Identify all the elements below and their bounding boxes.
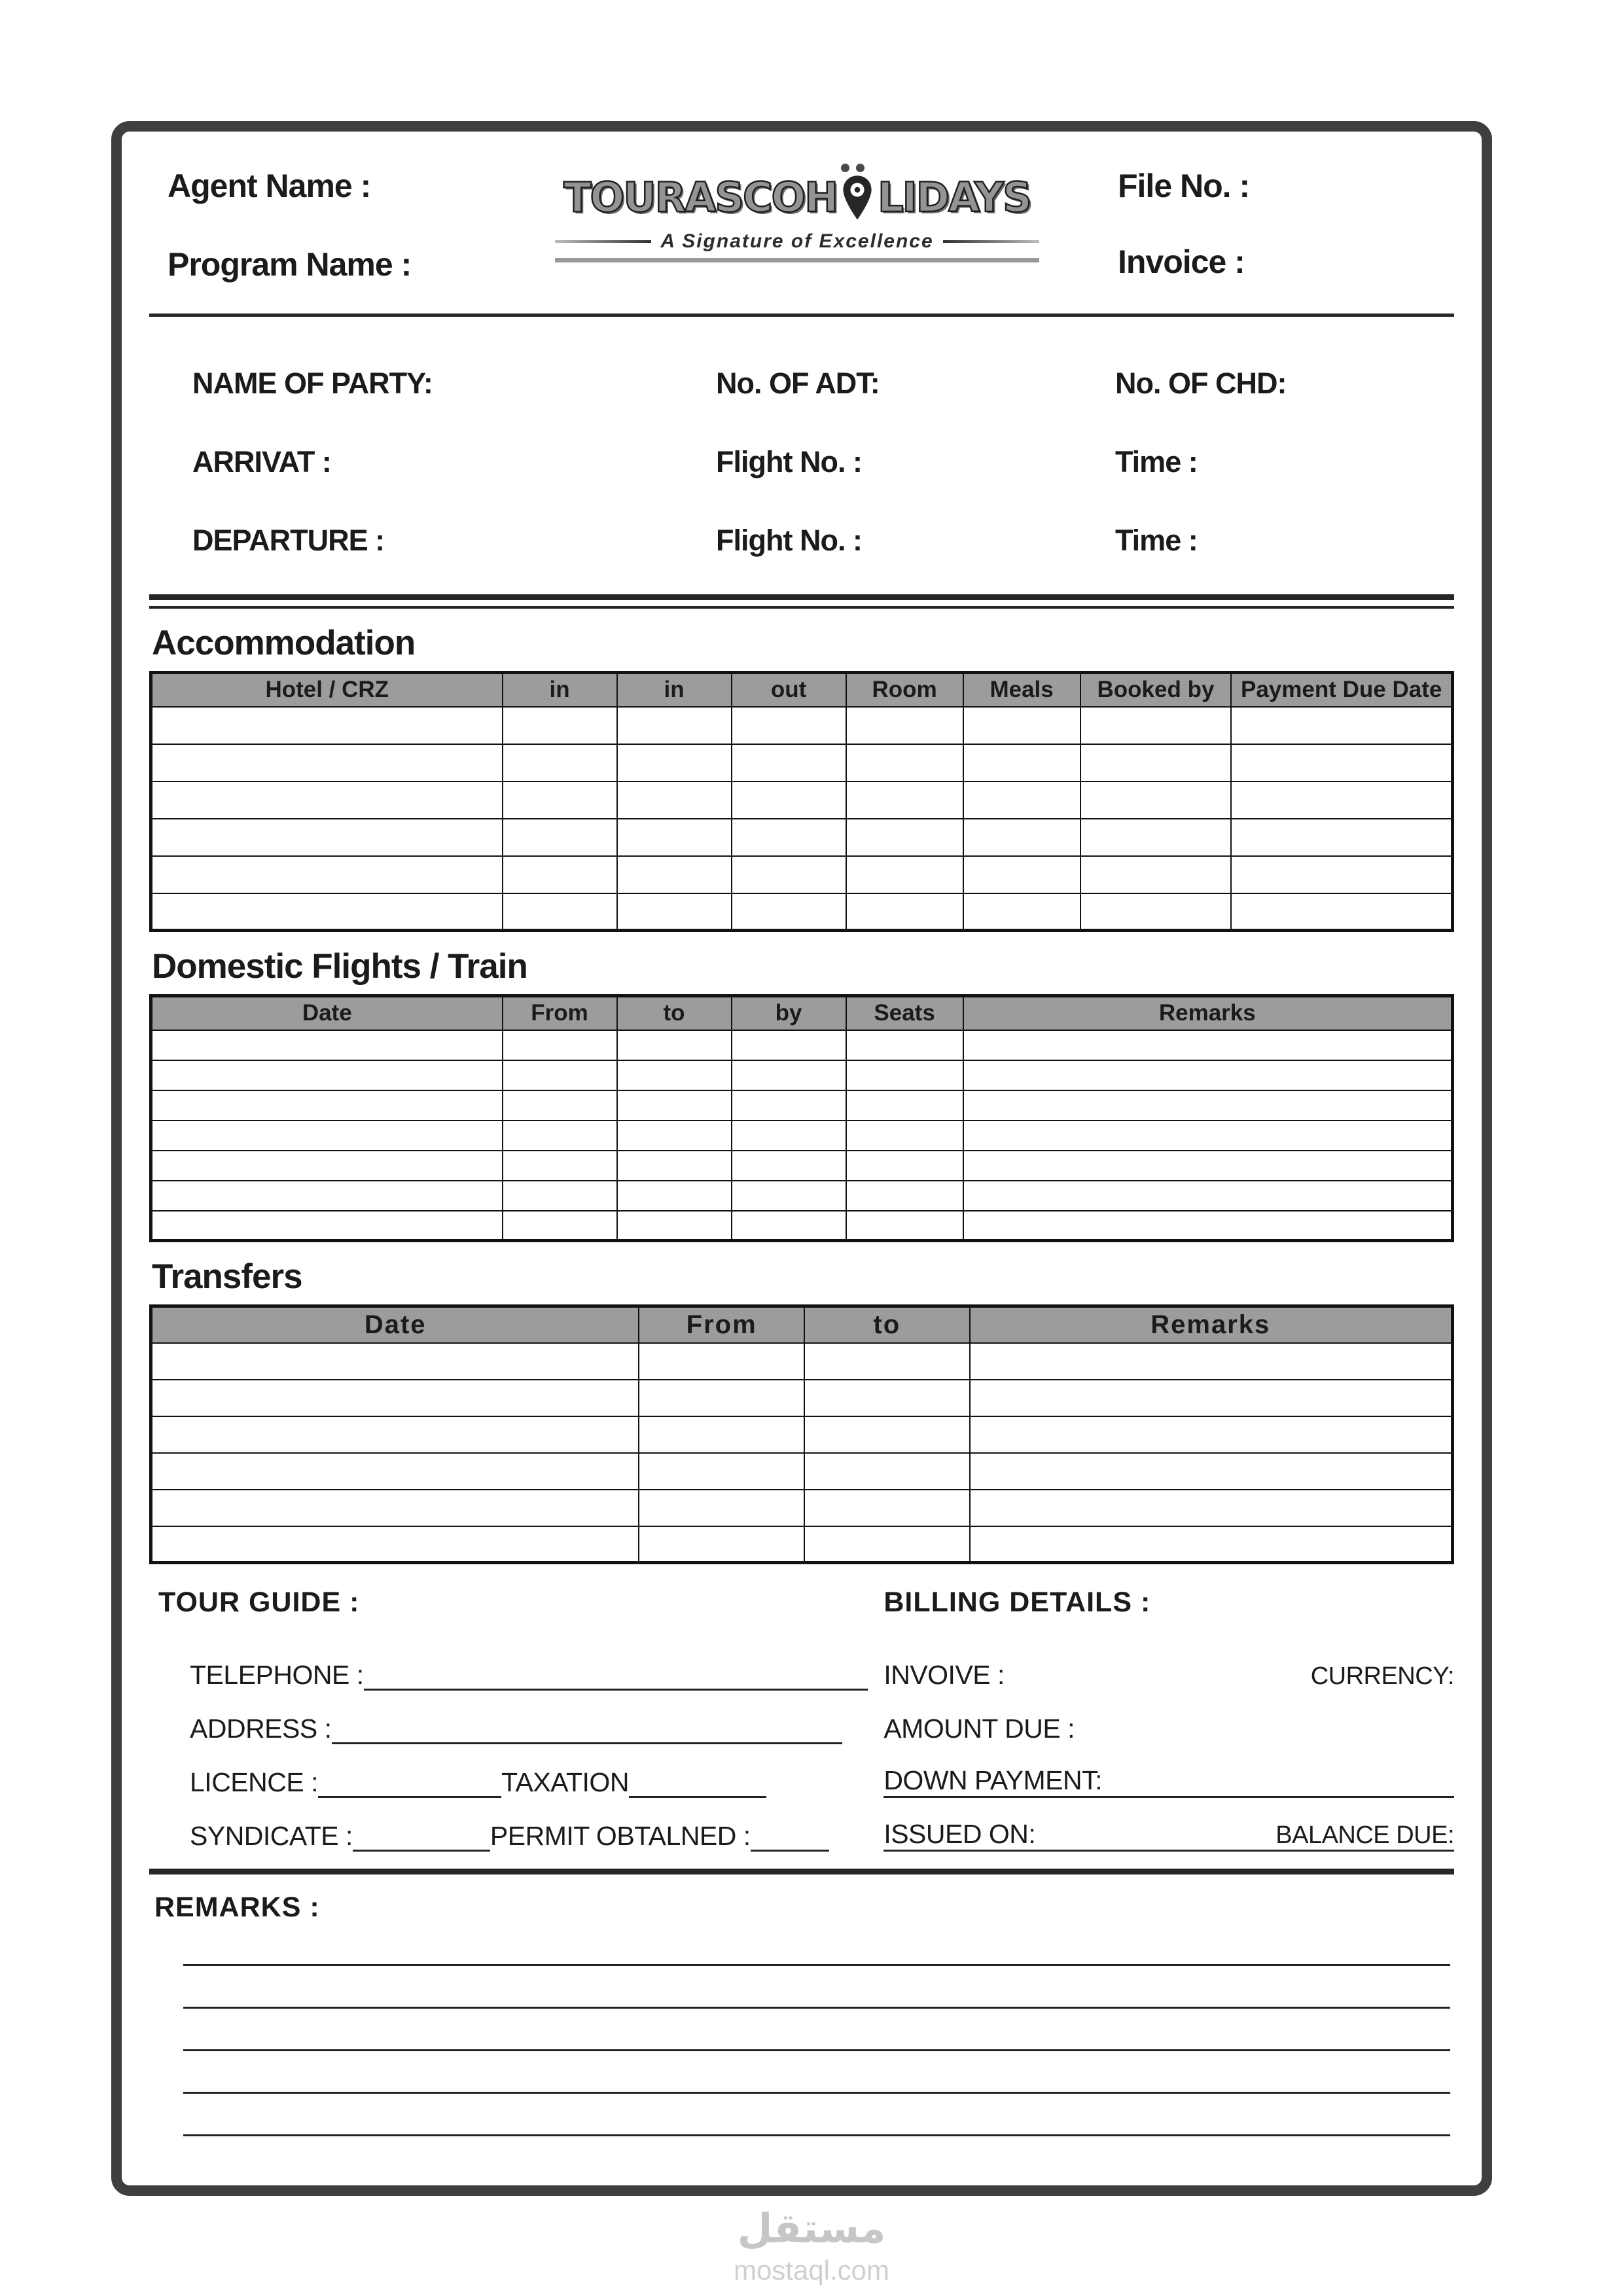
empty-cell — [963, 1181, 1453, 1211]
logo-tagline: A Signature of Excellence — [660, 230, 934, 252]
empty-cell — [970, 1453, 1453, 1490]
col-out: out — [732, 673, 846, 707]
col-to: to — [804, 1306, 970, 1343]
empty-cell — [1080, 893, 1232, 931]
balance-due-label: BALANCE DUE: — [1275, 1821, 1454, 1849]
col-meals: Meals — [963, 673, 1080, 707]
telephone-field-line — [364, 1664, 868, 1691]
empty-cell — [732, 1030, 846, 1060]
no-of-chd-label: No. OF CHD: — [1115, 367, 1287, 400]
table-row — [151, 1453, 1453, 1490]
empty-cell — [804, 1453, 970, 1490]
empty-cell — [639, 1416, 804, 1453]
empty-cell — [151, 781, 503, 819]
empty-cell — [1080, 781, 1232, 819]
header-left — [149, 156, 555, 283]
header-right — [1039, 156, 1454, 281]
empty-cell — [1080, 707, 1232, 744]
empty-cell — [963, 707, 1080, 744]
issued-on-row — [883, 1798, 1454, 1852]
empty-cell — [151, 1121, 503, 1151]
empty-cell — [503, 1030, 617, 1060]
empty-cell — [804, 1380, 970, 1416]
empty-cell — [151, 1181, 503, 1211]
empty-cell — [151, 1453, 639, 1490]
empty-cell — [151, 1416, 639, 1453]
empty-cell — [639, 1343, 804, 1380]
empty-cell — [846, 1030, 963, 1060]
empty-cell — [1080, 744, 1232, 781]
remark-line — [183, 2007, 1450, 2009]
domestic-table — [149, 994, 1454, 1242]
empty-cell — [846, 1121, 963, 1151]
empty-cell — [503, 819, 617, 856]
empty-cell — [617, 1030, 732, 1060]
telephone-label: TELEPHONE : — [190, 1660, 364, 1690]
empty-cell — [732, 856, 846, 893]
empty-cell — [1231, 707, 1452, 744]
down-payment-row — [883, 1744, 1454, 1798]
empty-cell — [151, 1380, 639, 1416]
syndicate-row — [158, 1798, 868, 1852]
table-row — [151, 1181, 1453, 1211]
empty-cell — [1231, 893, 1452, 931]
empty-cell — [503, 893, 617, 931]
empty-cell — [804, 1490, 970, 1526]
empty-cell — [732, 1090, 846, 1121]
table-row — [151, 707, 1453, 744]
transfers-header-row — [151, 1306, 1453, 1343]
empty-cell — [1231, 856, 1452, 893]
tour-guide-title: TOUR GUIDE : — [158, 1587, 360, 1618]
company-logo — [555, 156, 1039, 262]
issued-on-label: ISSUED ON: — [883, 1819, 1036, 1849]
transfers-title: Transfers — [152, 1257, 302, 1296]
file-no-label: File No. : — [1118, 168, 1250, 204]
watermark-site: mostaql.com — [733, 2255, 890, 2286]
billing-details-title: BILLING DETAILS : — [883, 1587, 1151, 1618]
guide-billing-section — [149, 1587, 1454, 1852]
tagline-rule-left — [555, 240, 651, 243]
remark-line — [183, 2049, 1450, 2051]
table-row — [151, 1490, 1453, 1526]
empty-cell — [732, 893, 846, 931]
col-room: Room — [846, 673, 963, 707]
table-row — [151, 856, 1453, 893]
col-by: by — [732, 996, 846, 1030]
col-remarks: Remarks — [963, 996, 1453, 1030]
empty-cell — [804, 1416, 970, 1453]
empty-cell — [639, 1453, 804, 1490]
empty-cell — [151, 1211, 503, 1241]
empty-cell — [617, 856, 732, 893]
arrival-time-label: Time : — [1115, 445, 1198, 478]
program-name-label: Program Name : — [168, 246, 412, 283]
down-payment-label: DOWN PAYMENT: — [883, 1765, 1102, 1795]
empty-cell — [970, 1343, 1453, 1380]
amount-due-row — [883, 1691, 1454, 1744]
empty-cell — [732, 707, 846, 744]
empty-cell — [804, 1343, 970, 1380]
header-divider — [149, 314, 1454, 317]
empty-cell — [151, 856, 503, 893]
empty-cell — [963, 819, 1080, 856]
agent-name-label: Agent Name : — [168, 168, 371, 204]
empty-cell — [970, 1380, 1453, 1416]
table-row — [151, 1211, 1453, 1241]
arrival-flight-no-label: Flight No. : — [716, 445, 862, 478]
empty-cell — [151, 893, 503, 931]
empty-cell — [503, 1151, 617, 1181]
empty-cell — [963, 744, 1080, 781]
empty-cell — [1231, 781, 1452, 819]
table-row — [151, 1060, 1453, 1090]
table-row — [151, 781, 1453, 819]
empty-cell — [617, 1090, 732, 1121]
empty-cell — [1080, 819, 1232, 856]
empty-cell — [846, 1151, 963, 1181]
empty-cell — [503, 781, 617, 819]
party-info — [149, 344, 1454, 580]
empty-cell — [617, 1211, 732, 1241]
empty-cell — [963, 893, 1080, 931]
col-hotel-crz: Hotel / CRZ — [151, 673, 503, 707]
col-from: From — [639, 1306, 804, 1343]
empty-cell — [846, 744, 963, 781]
empty-cell — [846, 819, 963, 856]
col-date: Date — [151, 1306, 639, 1343]
billing-invoice-label: INVOIVE : — [883, 1660, 1005, 1690]
empty-cell — [503, 1211, 617, 1241]
empty-cell — [804, 1526, 970, 1563]
remarks-divider — [149, 1869, 1454, 1874]
remarks-title: REMARKS : — [154, 1892, 320, 1923]
section-divider — [149, 594, 1454, 609]
empty-cell — [846, 707, 963, 744]
empty-cell — [846, 1181, 963, 1211]
domestic-header-row — [151, 996, 1453, 1030]
empty-cell — [151, 1151, 503, 1181]
table-row — [151, 1416, 1453, 1453]
empty-cell — [846, 856, 963, 893]
site-watermark — [0, 2204, 1623, 2286]
taxation-field-line — [629, 1772, 766, 1798]
remark-line — [183, 1964, 1450, 1966]
empty-cell — [846, 781, 963, 819]
empty-cell — [503, 1121, 617, 1151]
empty-cell — [503, 1060, 617, 1090]
billing-column — [883, 1587, 1454, 1852]
empty-cell — [617, 1181, 732, 1211]
empty-cell — [732, 1121, 846, 1151]
licence-row — [158, 1744, 868, 1798]
address-row — [158, 1691, 868, 1744]
empty-cell — [503, 707, 617, 744]
empty-cell — [963, 1211, 1453, 1241]
watermark-arabic: مستقل — [737, 2204, 886, 2252]
empty-cell — [1231, 744, 1452, 781]
table-row — [151, 1526, 1453, 1563]
remarks-lines — [149, 1964, 1454, 2136]
empty-cell — [151, 744, 503, 781]
empty-cell — [617, 707, 732, 744]
no-of-adt-label: No. OF ADT: — [716, 367, 880, 400]
invoice-row — [883, 1637, 1454, 1691]
empty-cell — [503, 856, 617, 893]
empty-cell — [639, 1526, 804, 1563]
col-from: From — [503, 996, 617, 1030]
empty-cell — [639, 1380, 804, 1416]
address-field-line — [332, 1718, 842, 1744]
empty-cell — [846, 1060, 963, 1090]
licence-field-line — [318, 1772, 501, 1798]
domestic-title: Domestic Flights / Train — [152, 947, 527, 986]
accommodation-table — [149, 671, 1454, 932]
empty-cell — [846, 893, 963, 931]
table-row — [151, 819, 1453, 856]
empty-cell — [1080, 856, 1232, 893]
arrival-label: ARRIVAT : — [192, 445, 331, 478]
empty-cell — [970, 1490, 1453, 1526]
table-row — [151, 1030, 1453, 1060]
empty-cell — [732, 744, 846, 781]
empty-cell — [617, 1060, 732, 1090]
col-seats: Seats — [846, 996, 963, 1030]
empty-cell — [963, 1121, 1453, 1151]
empty-cell — [151, 707, 503, 744]
empty-cell — [963, 1151, 1453, 1181]
col-in-1: in — [503, 673, 617, 707]
logo-text-left: TOURASCOH — [563, 173, 838, 221]
table-row — [151, 893, 1453, 931]
empty-cell — [617, 1121, 732, 1151]
empty-cell — [151, 1090, 503, 1121]
empty-cell — [963, 856, 1080, 893]
empty-cell — [732, 781, 846, 819]
form-frame — [111, 121, 1492, 2196]
accommodation-title: Accommodation — [152, 624, 416, 662]
empty-cell — [732, 1181, 846, 1211]
currency-label: CURRENCY: — [1310, 1662, 1454, 1690]
table-row — [151, 1343, 1453, 1380]
empty-cell — [617, 893, 732, 931]
permit-obtained-label: PERMIT OBTALNED : — [490, 1821, 751, 1851]
accommodation-header-row — [151, 673, 1453, 707]
empty-cell — [732, 1060, 846, 1090]
telephone-row — [158, 1637, 868, 1691]
empty-cell — [846, 1211, 963, 1241]
empty-cell — [970, 1416, 1453, 1453]
amount-due-label: AMOUNT DUE : — [883, 1713, 1075, 1744]
tagline-rule-right — [943, 240, 1039, 243]
empty-cell — [963, 1060, 1453, 1090]
map-pin-icon — [838, 174, 876, 221]
name-of-party-label: NAME OF PARTY: — [192, 367, 433, 400]
empty-cell — [970, 1526, 1453, 1563]
col-date: Date — [151, 996, 503, 1030]
licence-label: LICENCE : — [190, 1767, 318, 1797]
empty-cell — [732, 1211, 846, 1241]
empty-cell — [617, 819, 732, 856]
remark-line — [183, 2092, 1450, 2094]
empty-cell — [151, 819, 503, 856]
empty-cell — [732, 819, 846, 856]
col-booked-by: Booked by — [1080, 673, 1232, 707]
signal-dots-icon — [841, 164, 865, 172]
empty-cell — [1231, 819, 1452, 856]
empty-cell — [963, 781, 1080, 819]
col-in-2: in — [617, 673, 732, 707]
syndicate-field-line — [353, 1825, 490, 1852]
remark-line — [183, 2134, 1450, 2136]
empty-cell — [503, 1181, 617, 1211]
address-label: ADDRESS : — [190, 1713, 332, 1744]
empty-cell — [151, 1526, 639, 1563]
logo-underline — [555, 258, 1039, 262]
empty-cell — [963, 1090, 1453, 1121]
tour-guide-column — [149, 1587, 868, 1852]
table-row — [151, 744, 1453, 781]
empty-cell — [617, 744, 732, 781]
departure-label: DEPARTURE : — [192, 524, 385, 557]
col-payment-due-date: Payment Due Date — [1231, 673, 1452, 707]
table-row — [151, 1380, 1453, 1416]
empty-cell — [617, 781, 732, 819]
transfers-table — [149, 1304, 1454, 1564]
empty-cell — [151, 1490, 639, 1526]
empty-cell — [503, 744, 617, 781]
empty-cell — [963, 1030, 1453, 1060]
empty-cell — [732, 1151, 846, 1181]
departure-flight-no-label: Flight No. : — [716, 524, 862, 557]
departure-time-label: Time : — [1115, 524, 1198, 557]
empty-cell — [639, 1490, 804, 1526]
empty-cell — [151, 1343, 639, 1380]
permit-field-line — [751, 1825, 829, 1852]
table-row — [151, 1121, 1453, 1151]
taxation-label: TAXATION — [501, 1767, 629, 1797]
col-to: to — [617, 996, 732, 1030]
empty-cell — [151, 1060, 503, 1090]
empty-cell — [617, 1151, 732, 1181]
invoice-label: Invoice : — [1118, 243, 1245, 280]
empty-cell — [503, 1090, 617, 1121]
table-row — [151, 1090, 1453, 1121]
table-row — [151, 1151, 1453, 1181]
form-header — [149, 156, 1454, 308]
empty-cell — [846, 1090, 963, 1121]
col-remarks: Remarks — [970, 1306, 1453, 1343]
syndicate-label: SYNDICATE : — [190, 1821, 353, 1851]
empty-cell — [151, 1030, 503, 1060]
logo-text-right: LIDAYS — [878, 173, 1031, 221]
